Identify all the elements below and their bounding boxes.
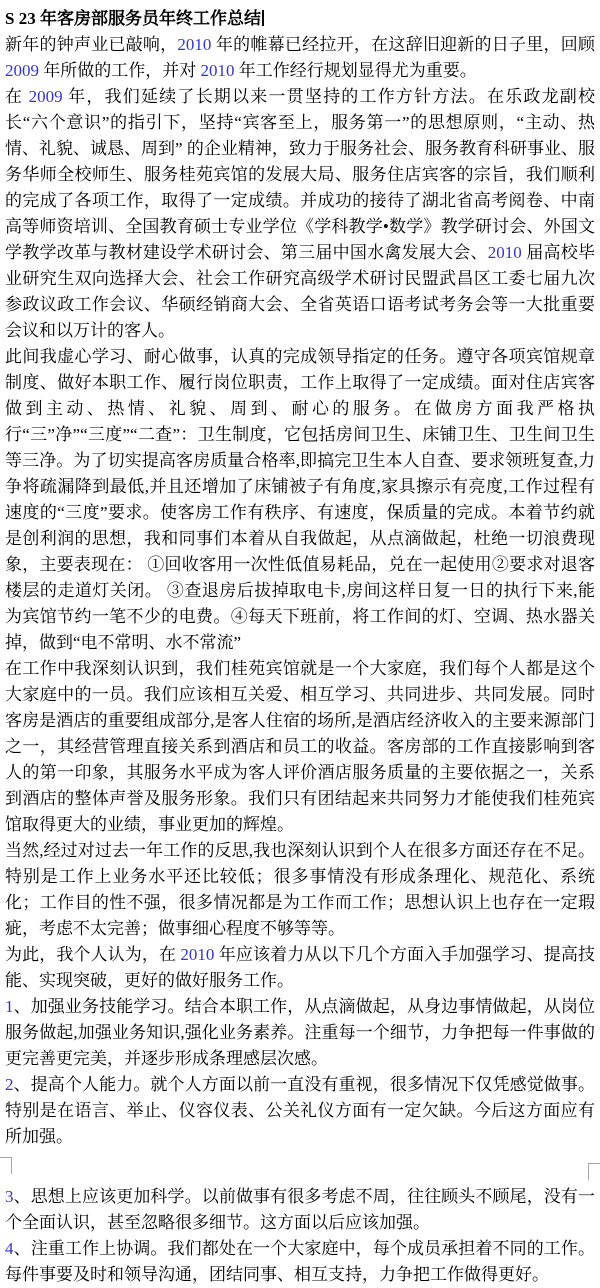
text-run: 此间我虚心学习、耐心做事，认真的完成领导指定的任务。遵守各项宾馆规章制度、做好本职工作、履行岗位职责，工作上取得了一定成绩。面对住店宾客做到主动、热情、礼貌、周到、耐心的服务。在做房方面我严格执行“三”净”“三度”“二查”：卫生制度，它包括房间卫生、床铺卫生、卫生间卫生等三净。为了切实提高客房质量合格率,即搞完卫生本人自查、要求领班复查,力争将疏漏降到最低,并且还增加了床铺被子有角度,家具擦示有亮度,工作过程有速度的“三度”要求。使客房工作有秩序、有速度，保质量的完成。本着节约就是创利润的思想，我和同事们本着从自我做起，从点滴做起，杜绝一切浪费现象，主要表现在： ①回收客用一次性低值易耗品，兑在一起使用②要求对退客楼层的走道灯关闭。 ③查退房后拔掉取电卡,房间这样日复一日的执行下来,能为宾馆节约一笔不少的电费。④每天下班前，将工作间的灯、空调、热水器关掉，做到“电不常明、水不常流” xyxy=(5,347,595,652)
document-body[interactable] xyxy=(5,32,595,1288)
text-run: 年工作经行规划显得尤为重要。 xyxy=(234,61,477,80)
paragraph xyxy=(5,84,595,344)
number-text: 2010 xyxy=(180,945,215,964)
number-text: 1 xyxy=(5,997,14,1016)
text-run: 、加强业务技能学习。结合本职工作，从点滴做起，从身边事情做起，从岗位服务做起,加强业务知识,强化业务素养。注重每一个细节，力争把每一件事做的更完善更完美，并逐步形成条理感层次感。 xyxy=(5,997,595,1068)
number-text: 2010 xyxy=(200,61,235,80)
text-run: 年，我们延续了长期以来一贯坚持的工作方针方法。在乐政龙副校长“六个意识”的指引下，坚持“宾客至上，服务第一”的思想原则，“主动、热情、礼貌、诚恳、周到” 的企业精神，致力于服务社会、服务教育科研事业、服务华师全校师生、服务桂苑宾馆的发展大局、服务住店宾客的宗旨，我们顺利的完成了各项工作，取得了一定成绩。并成功的接待了湖北省高考阅卷、中南高等师资培训、全国教育硕士专业学位《学科教学•数学》教学研讨会、外国文学教学改革与教材建设学术研讨会、第三届中国水禽发展大会、 xyxy=(5,87,596,262)
paragraph xyxy=(5,1236,595,1288)
text-run: 年所做的工作，并对 xyxy=(39,61,201,80)
text-run: 年的帷幕已经拉开，在这辞旧迎新的日子里，回顾 xyxy=(211,35,595,54)
text-run: 在工作中我深刻认识到，我们桂苑宾馆就是一个大家庭，我们每个人都是这个大家庭中的一员。我们应该相互关爱、相互学习、共同进步、共同发展。同时客房是酒店的重要组成部分,是客人住宿的场所,是酒店经济收入的主要来源部门之一，其经营管理直接关系到酒店和员工的收益。客房部的工作直接影响到客人的第一印象，其服务水平成为客人评价酒店服务质量的主要依据之一，关系到酒店的整体声誉及服务形象。我们只有团结起来共同努力才能使我们桂苑宾馆取得更大的业绩，事业更加的辉煌。 xyxy=(5,659,595,834)
text-run: 、提高个人能力。就个人方面以前一直没有重视，很多情况下仅凭感觉做事。特别是在语言、举止、仪容仪表、公关礼仪方面有一定欠缺。今后这方面应有所加强。 xyxy=(5,1075,595,1146)
text-run: 、注重工作上协调。我们都处在一个大家庭中，每个成员承担着不同的工作。每件事要及时和领导沟通，团结同事、相互支持，力争把工作做得更好。 xyxy=(5,1239,595,1284)
text-run: 年应该着力从以下几个方面入手加强学习、提高技能、实现突破，更好的做好服务工作。 xyxy=(5,945,596,990)
page-boundary-mark-left xyxy=(0,1157,12,1174)
number-text: 2009 xyxy=(28,87,63,106)
text-run: 届高校毕业研究生双向选择大会、社会工作研究高级学术研讨民盟武昌区工委七届九次参政议政工作会议、华硕经销商大会、全省英语口语考试考务会等一大批重要会议和以万计的客人。 xyxy=(5,243,595,340)
document-title xyxy=(5,6,595,32)
document-title-text: S 23 年客房部服务员年终工作总结 xyxy=(5,9,261,28)
paragraph xyxy=(5,344,595,656)
paragraph xyxy=(5,942,595,994)
number-text: 2010 xyxy=(487,243,522,262)
number-text: 3 xyxy=(5,1187,14,1206)
text-cursor xyxy=(262,10,264,26)
page-boundary xyxy=(5,1150,595,1184)
text-run: 在 xyxy=(5,87,29,106)
number-text: 2010 xyxy=(177,35,212,54)
number-text: 4 xyxy=(5,1239,14,1258)
paragraph xyxy=(5,1072,595,1150)
text-run: 、思想上应该更加科学。以前做事有很多考虑不周，往往顾头不顾尾，没有一个全面认识，甚至忽略很多细节。这方面以后应该加强。 xyxy=(5,1187,595,1232)
text-run: 为此，我个人认为，在 xyxy=(5,945,181,964)
paragraph xyxy=(5,994,595,1072)
text-run: 新年的钟声业已敲响， xyxy=(5,35,178,54)
number-text: 2009 xyxy=(5,61,39,80)
paragraph xyxy=(5,32,595,84)
paragraph xyxy=(5,838,595,942)
paragraph xyxy=(5,1184,595,1236)
number-text: 2 xyxy=(5,1075,14,1094)
text-run: 当然,经过对过去一年工作的反思,我也深刻认识到个人在很多方面还存在不足。特别是工作上业务水平还比较低；很多事情没有形成条理化、规范化、系统化；工作目的性不强，很多情况都是为工作而工作；思想认识上也存在一定瑕疵，考虑不太完善；做事细心程度不够等等。 xyxy=(5,841,595,938)
paragraph xyxy=(5,656,595,838)
page-boundary-mark-right xyxy=(588,1163,600,1180)
